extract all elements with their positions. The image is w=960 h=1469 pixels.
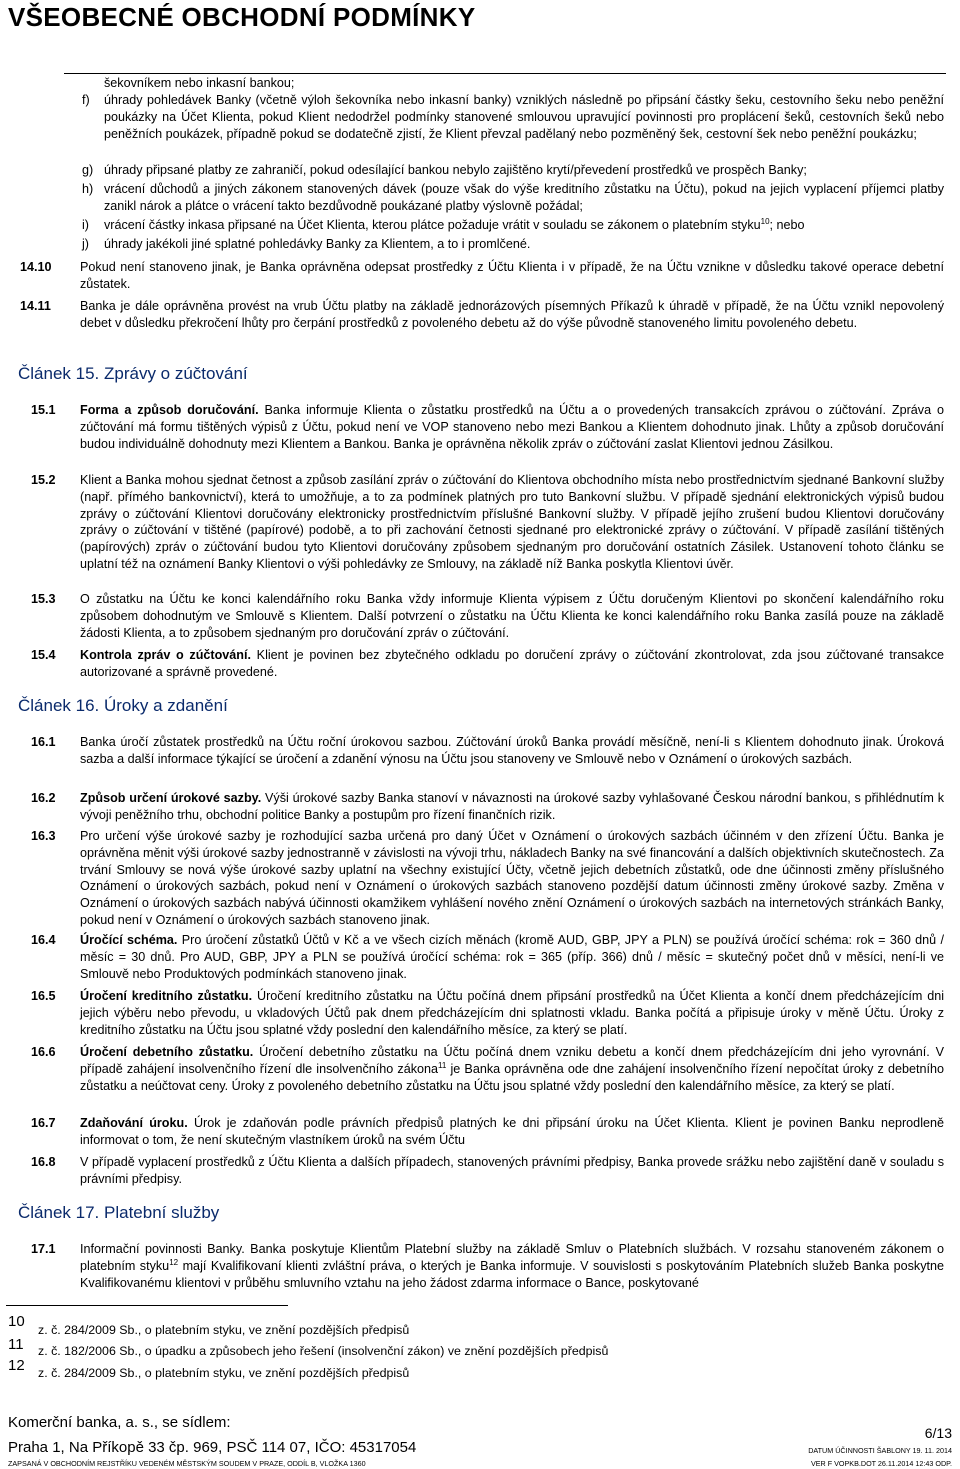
list-continuation: šekovníkem nebo inkasní bankou; (104, 76, 295, 90)
clause-title: Úročení debetního zůstatku. (80, 1045, 254, 1059)
list-item-text: úhrady pohledávek Banky (včetně výloh šekovníka nebo inkasní banky) vzniklých následně po připsání částky šeku, cestovního šeku nebo peněžní poukázky na Účet Klienta, pokud Klient nedodržel podmínky stanovené smlouvou upravující povinnosti pro proplácení šeků, cestovních šeků nebo peněžních poukázek, případně pokud se dodatečně zjistí, že Klient převzal padělaný nebo pozměněný šek, cestovní šek nebo peněžní poukázku; (104, 93, 944, 141)
footnote-number: 11 (8, 1336, 24, 1353)
clause-title: Způsob určení úrokové sazby. (80, 791, 262, 805)
clause-number: 16.3 (31, 829, 56, 843)
clause-title: Kontrola zpráv o zúčtování. (80, 648, 251, 662)
list-item-text-part: ; nebo (769, 218, 805, 232)
clause-body: je Banka oprávněna ode dne zahájení insolvenčního řízení nepočítat úroky z debetního zůstatku a neúčtovat ceny. Úroky z povoleného debetního zůstatku na Účtu jsou splatné vždy poslední den kalendářního měsíce, za který se platí. (80, 1061, 944, 1093)
clause-text (80, 1115, 944, 1149)
clause-number: 16.6 (31, 1045, 56, 1059)
clause-number: 16.1 (31, 735, 56, 749)
clause-number: 14.11 (20, 299, 51, 313)
footnote-text: z. č. 284/2009 Sb., o platebním styku, ve znění pozdějších předpisů (38, 1323, 410, 1337)
article-heading: Článek 16. Úroky a zdanění (18, 696, 228, 715)
page-number: 6/13 (924, 1425, 952, 1441)
clause-body: mají Kvalifikovaní klienti zvláštní práva, o kterých je Banka informuje. V souvislosti s poskytováním Platebních služeb Banka poskytne Kvalifikovanému klientovi v průběhu smluvního vztahu na jeho žádost zdarma informace o Bance, poskytované (80, 1258, 944, 1290)
footnote-ref: 12 (169, 1257, 179, 1267)
clause-number: 14.10 (20, 260, 52, 274)
document-title: VŠEOBECNÉ OBCHODNÍ PODMÍNKY (8, 2, 476, 32)
header-divider (64, 73, 946, 74)
clause-text: Pro určení výše úrokové sazby je rozhodující sazba určená pro daný Účet v Oznámení o úrokových sazbách účinném v den zřízení Účtu. Banka je oprávněna měnit výši úrokové sazby jednostranně v závislosti na vývoji trhu, nákladech Banky na své financování a dalších objektivních skutečnostech. Za trvání Smlouvy se nová výše úrokové sazby uplatní na všechny existující Účty, včetně jejich debetních zůstatků, ode dne účinnosti změny příslušného Oznámení o úrokových sazbách, pokud není v Oznámení o úrokových sazbách stanoveno pozdější datum účinnosti změny úrokové sazby. Změna v Oznámení o úrokových sazbách nabývá účinnosti okamžikem vyhlášení nového znění Oznámení o úrokových sazbách na internetových stránkách Banky, pokud není v Oznámení o úrokových sazbách stanoveno jinak. (80, 829, 944, 927)
clause-number: 15.2 (31, 473, 56, 487)
clause-body: Úročení debetního zůstatku na Účtu počíná dnem vzniku debetu a končí dnem předcházejícím dni jeho vyrovnání. V případě zahájení insolvenčního řízení dle insolvenčního zákona (80, 1045, 944, 1076)
clause-body: Výši úrokové sazby Banka stanoví v návaznosti na úrokové sazby vyhlašované Českou národní bankou, s přihlédnutím k vývoji peněžního trhu, obchodní politice Banky a postupům pro řízení finančních rizik. (80, 791, 945, 822)
footer-registry: ZAPSANÁ V OBCHODNÍM REJSTŘÍKU VEDENÉM MĚSTSKÝM SOUDEM V PRAZE, ODDÍL B, VLOŽKA 1360 (8, 1459, 366, 1468)
clause-text: Banka je dále oprávněna provést na vrub Účtu platby na základě jednorázových písemných Příkazů k úhradě v případě, že na Účtu vznikl nepovolený debet v důsledku překročení lhůty pro čerpání prostředků z povoleného debetu až do výše původně stanoveného limitu povoleného debetu. (80, 299, 944, 330)
clause-number: 16.8 (31, 1155, 56, 1169)
footnote-text: z. č. 284/2009 Sb., o platebním styku, ve znění pozdějších předpisů (38, 1366, 410, 1380)
clause-text (80, 932, 944, 982)
clause-body: Pro úročení zůstatků Účtů v Kč a ve všech cizích měnách (kromě AUD, GBP, JPY a PLN) se používá úročící schéma: rok = 360 dnů / měsíc = 30 dnů. Pro AUD, GBP, JPY a PLN se používá úročící schéma: rok = 365 (příp. 366) dnů / měsíc = skutečný počet dnů v měsíci, není-li ve Smlouvě nebo Produktových podmínkách stanoveno jinak. (80, 933, 944, 981)
clause-number: 15.1 (31, 403, 56, 417)
clause-number: 16.7 (31, 1116, 56, 1130)
list-item-text: vrácení důchodů a jiných zákonem stanovených dávek (pouze však do výše kreditního zůstatku na Účtu), pokud na jejich vyplacení příjemci platby zanikl nárok a plátce o vrácení takto bezdůvodně poukázané platby výslovně požádal; (104, 182, 944, 213)
clause-text: Klient a Banka mohou sjednat četnost a způsob zasílání zpráv o zúčtování do Klientova obchodního místa nebo prostřednictvím sjednané Bankovní služby (např. přímého bankovnictví), která to umožňuje, a to za podmínek platných pro tuto Bankovní službu. V případě sjednání elektronických výpisů budou zprávy o zúčtování Klientovi doručovány elektronicky prostřednictvím příslušné Bankovní služby. V případě jejího zrušení budou Klientovi doručovány zprávy o zúčtování v tištěné (papírové) podobě, a to při zachování četnosti sjednané pro elektronické zprávy o zúčtování. V případě zasílání tištěných (papírových) zpráv o zúčtování budou tyto Klientovi doručovány způsobem sjednaným pro doručování ostatních Zásilek. Ustanovení tohoto článku se uplatní též na oznámení Banky Klientovi o výši pohledávky ze Smlouvy, na základě níž Banka poskytla Klientovi úvěr. (80, 473, 944, 571)
clause-body: Úročení kreditního zůstatku na Účtu počíná dnem připsání prostředků na Účet Klienta a končí dnem předcházejícím dni jejich výběru nebo převodu, u vkladových Účtů pak dnem předcházejícím dni splatnosti vkladu. Banka počítá a připisuje úroky v měně Účtu. Úroky z kreditního zůstatku na Účtu jsou splatné vždy poslední den kalendářního měsíce, za který se platí. (80, 989, 944, 1037)
clause-number: 16.5 (31, 989, 56, 1003)
clause-title: Úročení kreditního zůstatku. (80, 989, 253, 1003)
clause-text (80, 1241, 944, 1291)
clause-body: Banka poskytuje Klientům Platební služby na základě Smluv o Platebních službách. V rozsahu stanoveném zákonem o platebním styku (80, 1242, 944, 1273)
list-item-text (104, 217, 944, 234)
template-version: VER F VOPKB.DOT 26.11.2014 12:43 ODP. (810, 1459, 952, 1468)
list-letter: h) (82, 182, 94, 196)
footer-company: Komerční banka, a. s., se sídlem: (8, 1414, 231, 1431)
clause-title: Informační povinnosti Banky. (80, 1242, 245, 1256)
list-item-text: úhrady jakékoli jiné splatné pohledávky Banky za Klientem, a to i promlčené. (104, 237, 531, 251)
clause-text (80, 647, 944, 681)
clause-body: Klient je povinen bez zbytečného odkladu po doručení zprávy o zúčtování zkontrolovat, zda jsou zúčtované transakce autorizované a správně provedené. (80, 648, 944, 679)
clause-text (80, 988, 944, 1038)
clause-text (80, 402, 944, 452)
footnote-number: 10 (8, 1313, 25, 1330)
clause-number: 15.3 (31, 592, 56, 606)
footnote-divider (6, 1305, 288, 1306)
list-letter: j) (82, 237, 89, 251)
clause-text (80, 1044, 944, 1094)
clause-body: Úrok je zdaňován podle právních předpisů platných ke dni připsání úroku na Účet Klienta. Klient je povinen Banku neprodleně informovat o tom, že není skutečným vlastníkem úroků na svém Účtu (80, 1116, 944, 1147)
footer-address: Praha 1, Na Příkopě 33 čp. 969, PSČ 114 07, IČO: 45317054 (8, 1439, 417, 1456)
clause-text: Banka úročí zůstatek prostředků na Účtu roční úrokovou sazbou. Zúčtování úroků Banka provádí měsíčně, není-li s Klientem dohodnuto jinak. Úroková sazba a další informace týkající se úročení a zdanění výnosu na Účtu jsou stanoveny ve Smlouvě nebo v Oznámení o úrokových sazbách. (80, 735, 944, 766)
list-item-text-part: vrácení částky inkasa připsané na Účet Klienta, kterou plátce požaduje vrátit v souladu se zákonem o platebním styku (104, 218, 761, 232)
clause-text: Pokud není stanoveno jinak, je Banka oprávněna odepsat prostředky z Účtu Klienta i v případě, že na Účtu vznikne v důsledku takové operace debetní zůstatek. (80, 260, 944, 291)
clause-title: Úročící schéma. (80, 933, 178, 947)
article-heading: Článek 17. Platební služby (18, 1203, 220, 1222)
footnote-ref: 10 (760, 217, 770, 226)
clause-number: 15.4 (31, 648, 56, 662)
list-item-text: úhrady připsané platby ze zahraničí, pokud odesílající bankou nebylo zajištěno krytí/převedení prostředků ve prospěch Banky; (104, 163, 807, 177)
list-letter: i) (82, 218, 89, 232)
clause-number: 16.2 (31, 791, 56, 805)
footnote-text: z. č. 182/2006 Sb., o úpadku a způsobech jeho řešení (insolvenční zákon) ve znění pozdějších předpisů (38, 1344, 609, 1358)
footnote-number: 12 (8, 1357, 25, 1374)
clause-body: Banka informuje Klienta o zůstatku prostředků na Účtu a o provedených transakcích zprávou o zúčtování. Zpráva o zúčtování má formu tištěných výpisů z Účtu, pokud není ve VOP stanoveno nebo mezi Bankou a Klientem dohodnuto jinak. Lhůty a způsob doručování budou individuálně dohodnuty mezi Klientem a Bankou. Banka je oprávněna několik zpráv o zúčtování zaslat Klientovi jednou Zásilkou. (80, 403, 945, 451)
list-letter: f) (82, 93, 90, 107)
clause-title: Forma a způsob doručování. (80, 403, 259, 417)
list-letter: g) (82, 163, 94, 177)
clause-text (80, 790, 944, 824)
clause-text: O zůstatku na Účtu ke konci kalendářního roku Banka vždy informuje Klienta výpisem z Účtu doručeným Klientovi po skončení kalendářního roku způsobem dohodnutým ve Smlouvě s Klientem. Další potvrzení o zůstatku na Účtu Klienta ke konci kalendářního roku Banka zasílá pouze na základě žádosti Klienta, a to způsobem sjednaným pro doručování zpráv o zúčtování. (80, 592, 944, 640)
clause-title: Zdaňování úroku. (80, 1116, 188, 1130)
clause-number: 16.4 (31, 933, 56, 947)
clause-text: V případě vyplacení prostředků z Účtu Klienta a dalších případech, stanovených právními předpisy, Banka provede srážku nebo zajištění daně v souladu s právními předpisy. (80, 1155, 944, 1186)
clause-number: 17.1 (31, 1242, 56, 1256)
footnote-ref: 11 (438, 1060, 447, 1070)
article-heading: Článek 15. Zprávy o zúčtování (18, 364, 248, 383)
template-date: DATUM ÚČINNOSTI ŠABLONY 19. 11. 2014 (808, 1446, 952, 1455)
